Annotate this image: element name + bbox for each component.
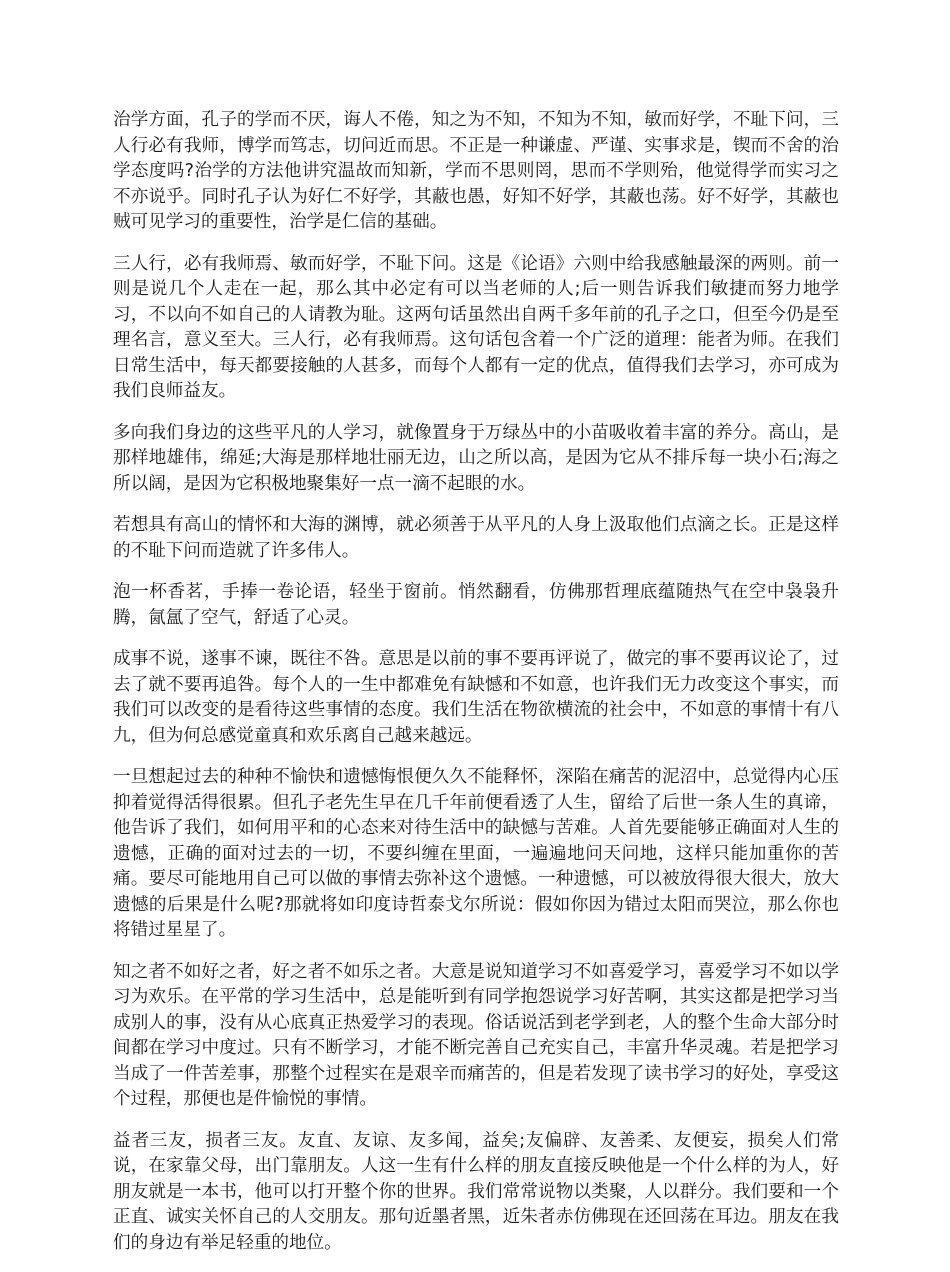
paragraph: 一旦想起过去的种种不愉快和遗憾悔恨便久久不能释怀，深陷在痛苦的泥沼中，总觉得内心压抑着觉得活得很累。但孔子老先生早在几千年前便看透了人生，留给了后世一条人生的真谛，他告诉了我们，如何用平和的心态来对待生活中的缺憾与苦难。人首先要能够正确面对人生的遗憾，正确的面对过去的一切，不要纠缠在里面，一遍遍地问天问地，这样只能加重你的苦痛。要尽可能地用自己可以做的事情去弥补这个遗憾。一种遗憾，可以被放得很大很大，放大遗憾的后果是什么呢?那就将如印度诗哲泰戈尔所说：假如你因为错过太阳而哭泣，那么你也将错过星星了。 — [113, 767, 839, 940]
document-body — [113, 108, 839, 1272]
paragraph: 成事不说，遂事不谏，既往不咎。意思是以前的事不要再评说了，做完的事不要再议论了，过去了就不要再追咎。每个人的一生中都难免有缺憾和不如意，也许我们无力改变这个事实，而我们可以改变的是看待这些事情的态度。我们生活在物欲横流的社会中，不如意的事情十有八九，但为何总感觉童真和欢乐离自己越来越远。 — [113, 649, 839, 746]
paragraph: 知之者不如好之者，好之者不如乐之者。大意是说知道学习不如喜爱学习，喜爱学习不如以学习为欢乐。在平常的学习生活中，总是能听到有同学抱怨说学习好苦啊，其实这都是把学习当成别人的事，没有从心底真正热爱学习的表现。俗话说活到老学到老，人的整个生命大部分时间都在学习中度过。只有不断学习，才能不断完善自己充实自己，丰富升华灵魂。若是把学习当成了一件苦差事，那整个过程实在是艰辛而痛苦的，但是若发现了读书学习的好处，享受这个过程，那便也是件愉悦的事情。 — [113, 961, 839, 1109]
paragraph: 泡一杯香茗，手捧一卷论语，轻坐于窗前。悄然翻看，仿佛那哲理底蕴随热气在空中袅袅升腾，氤氲了空气，舒适了心灵。 — [113, 582, 839, 628]
paragraph: 多向我们身边的这些平凡的人学习，就像置身于万绿丛中的小苗吸收着丰富的养分。高山，是那样地雄伟，绵延;大海是那样地壮丽无边，山之所以高，是因为它从不排斥每一块小石;海之所以阔，是因为它积极地聚集好一点一滴不起眼的水。 — [113, 422, 839, 494]
paragraph: 若想具有高山的情怀和大海的渊博，就必须善于从平凡的人身上汲取他们点滴之长。正是这样的不耻下问而造就了许多伟人。 — [113, 515, 839, 561]
paragraph: 治学方面，孔子的学而不厌，诲人不倦，知之为不知，不知为不知，敏而好学，不耻下问，三人行必有我师，博学而笃志，切问近而思。不正是一种谦虚、严谨、实事求是，锲而不舍的治学态度吗?治学的方法他讲究温故而知新，学而不思则罔，思而不学则殆，他觉得学而实习之不亦说乎。同时孔子认为好仁不好学，其蔽也愚，好知不好学，其蔽也荡。好不好学，其蔽也贼可见学习的重要性，治学是仁信的基础。 — [113, 110, 839, 232]
paragraph: 三人行，必有我师焉、敏而好学，不耻下问。这是《论语》六则中给我感触最深的两则。前一则是说几个人走在一起，那么其中必定有可以当老师的人;后一则告诉我们敏捷而努力地学习，不以向不如自己的人请教为耻。这两句话虽然出自两千多年前的孔子之口，但至今仍是至理名言，意义至大。三人行，必有我师焉。这句话包含着一个广泛的道理：能者为师。在我们日常生活中，每天都要接触的人甚多，而每个人都有一定的优点，值得我们去学习，亦可成为我们良师益友。 — [113, 253, 839, 401]
paragraph: 益者三友，损者三友。友直、友谅、友多闻，益矣;友偏辟、友善柔、友便妄，损矣人们常说，在家靠父母，出门靠朋友。人这一生有什么样的朋友直接反映他是一个什么样的为人，好朋友就是一本书，他可以打开整个你的世界。我们常常说物以类聚，人以群分。我们要和一个正直、诚实关怀自己的人交朋友。那句近墨者黑，近朱者赤仿佛现在还回荡在耳边。朋友在我们的身边有举足轻重的地位。 — [113, 1130, 839, 1253]
